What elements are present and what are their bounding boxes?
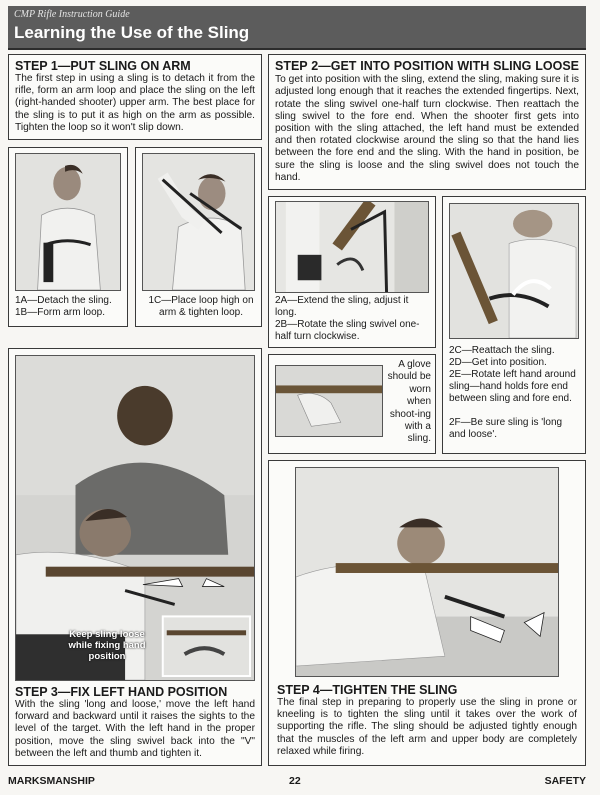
step4-box	[268, 460, 586, 766]
photo-box-2cdef	[442, 196, 586, 454]
caption-2a: 2A—Extend the sling, adjust it long.	[275, 295, 409, 318]
glove-caption: A glove should be worn when shoot-ing with a sling.	[387, 359, 431, 445]
caption-1b: 1B—Form arm loop.	[15, 307, 106, 318]
step1-box	[8, 54, 262, 140]
step2-box	[268, 54, 586, 190]
page-title: Learning the Use of the Sling	[14, 23, 250, 42]
photo-box-1ab	[8, 147, 128, 327]
step3-text	[15, 685, 255, 760]
glove-box	[268, 354, 436, 454]
step2-text	[275, 59, 579, 184]
caption-2d: 2D—Get into position.	[449, 357, 547, 368]
caption-1c: 1C—Place loop high on arm & tighten loop.	[148, 295, 254, 318]
step4-text	[277, 683, 577, 758]
caption-2e: 2E—Rotate left hand around sling—hand holds fore end between sling and fore end.	[449, 369, 576, 404]
step2-title: STEP 2—GET INTO POSITION WITH SLING LOOSE	[275, 59, 579, 73]
photo-2ab	[275, 201, 429, 293]
photo-1ab	[15, 153, 121, 291]
step3-title: STEP 3—FIX LEFT HAND POSITION	[15, 685, 228, 699]
photo-glove	[275, 365, 383, 437]
step3-overlay-caption: Keep sling loose while fixing hand position	[68, 629, 146, 662]
caption-2c: 2C—Reattach the sling.	[449, 345, 555, 356]
step4-title: STEP 4—TIGHTEN THE SLING	[277, 683, 458, 697]
page-number: 22	[289, 775, 301, 787]
photo-1c	[142, 153, 255, 291]
footer-right: SAFETY	[544, 775, 586, 787]
footer-left: MARKSMANSHIP	[8, 775, 95, 787]
photo-step4	[295, 467, 559, 677]
caption-1a: 1A—Detach the sling.	[15, 295, 112, 306]
step1-title: STEP 1—PUT SLING ON ARM	[15, 59, 191, 73]
step2-body: To get into position with the sling, extend the sling, making sure it is adjusted long enough that it reaches the extended fingertips. Next, rotate the sling swivel one-half turn clockwise. Then reattach the sling swivel to the fore end. When the shooter first gets into position with the sling attached, the left hand must be extended and then rotated clockwise around the sling so that the hand lies between the fore end and the sling. With the hand in position, be sure the sling is loose and the sling swivel does not touch the hand.	[275, 74, 579, 183]
photo-box-1c	[135, 147, 262, 327]
step3-body: With the sling 'long and loose,' move the left hand forward and backward until it raises the sights to the level of the target. With the left hand in the proper position, move the sling swivel back into the "V" between the left and thumb and tighten it.	[15, 699, 255, 759]
photo-box-2ab	[268, 196, 436, 348]
caption-2b: 2B—Rotate the sling swivel one-half turn clockwise.	[275, 319, 420, 342]
step4-body: The final step in preparing to properly use the sling in prone or kneeling is to tighten the sling until it takes over the work of supporting the rifle. The sling should be adjusted tightly enough that the muscles of the left arm and upper body are completely relaxed while firing.	[277, 697, 577, 757]
step3-box	[8, 348, 262, 766]
step1-body: The first step in using a sling is to detach it from the rifle, form an arm loop and place the sling on the left (right-handed shooter) upper arm. The best place for the sling is to put it as high on the arm as possible. Tighten the loop so it won't slip down.	[15, 73, 255, 133]
page-header	[8, 6, 586, 50]
guide-title: CMP Rifle Instruction Guide	[14, 9, 130, 20]
photo-2cdef	[449, 203, 579, 339]
caption-2f: 2F—Be sure sling is 'long and loose'.	[449, 417, 563, 440]
